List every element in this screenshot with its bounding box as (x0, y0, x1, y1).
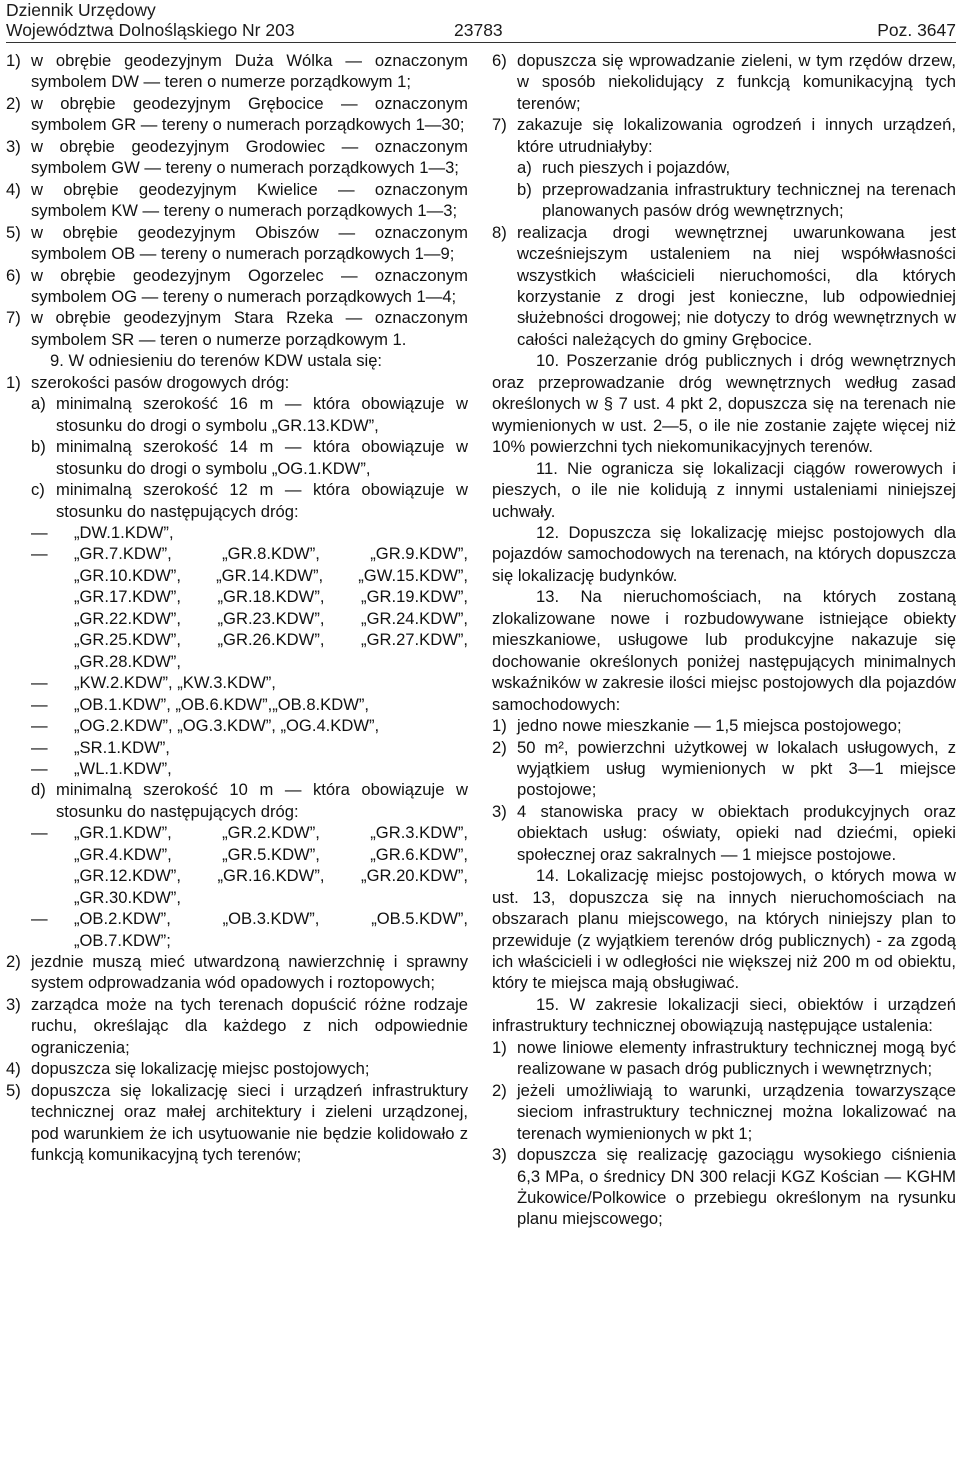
left-sub-item (6, 779, 468, 822)
left-dash-item (6, 737, 468, 758)
left-dash-item (6, 522, 468, 543)
item-label: — (31, 716, 48, 736)
item-text: w obrębie geodezyjnym Kwielice — oznaczonym symbolem KW — tereny o numerach porządkowych 1—3; (31, 179, 468, 221)
item-text: 9. W odniesieniu do terenów KDW ustala się: (50, 351, 383, 371)
right-paragraph (492, 865, 956, 994)
right-list-item (492, 1080, 956, 1144)
page-number: 23783 (454, 20, 503, 40)
item-text: jedno nowe mieszkanie — 1,5 miejsca postojowego; (517, 716, 902, 736)
item-label: b) (31, 437, 46, 457)
item-label: b) (517, 179, 532, 199)
right-list-item (492, 737, 956, 801)
left-paragraph (6, 350, 468, 371)
item-label: 6) (492, 51, 507, 70)
item-text: „OB.2.KDW”, „OB.3.KDW”, „OB.5.KDW”,„OB.7.KDW”; (74, 909, 468, 950)
item-text: 13. Na nieruchomościach, na których zostaną zlokalizowane nowe i rozbudowywane istniejące obiekty mieszkaniowe, usługowe lub produkcyjne nakazuje się dochowanie określonych poniżej następujących minimalnych wskaźników w zakresie ilości miejsc postojowych dla pojazdów samochodowych: (492, 587, 956, 714)
item-text: minimalną szerokość 10 m — która obowiązuje w stosunku do następujących dróg: (56, 780, 468, 821)
journal-issue: Województwa Dolnośląskiego Nr 203 (6, 20, 295, 40)
item-text: w obrębie geodezyjnym Grębocice — oznaczonym symbolem GR — tereny o numerach porządkowych 1—30; (31, 93, 468, 135)
left-list-item (6, 1058, 468, 1079)
item-label: 7) (6, 308, 21, 328)
item-label: 3) (6, 994, 21, 1014)
left-list-item (6, 951, 468, 994)
item-label: — (31, 694, 48, 714)
item-label: — (31, 758, 48, 778)
right-list-item (492, 1144, 956, 1230)
item-label: 4) (6, 1059, 21, 1079)
item-label: 3) (492, 801, 507, 821)
item-text: ruch pieszych i pojazdów, (542, 158, 731, 178)
left-sub-item (6, 393, 468, 436)
item-text: w obrębie geodezyjnym Duża Wólka — oznaczonym symbolem DW — teren o numerze porządkowym 1; (31, 51, 468, 92)
item-label: a) (517, 158, 532, 178)
item-text: dopuszcza się realizację gazociągu wysokiego ciśnienia 6,3 MPa, o średnicy DN 300 relacji KGZ Kościan — KGHM Żukowice/Polkowice o przebiegu określonym na rysunku planu miejscowego; (517, 1145, 956, 1229)
header-rule (6, 42, 956, 43)
left-list-item (6, 50, 468, 93)
left-dash-item (6, 543, 468, 672)
right-list-item (492, 50, 956, 114)
right-paragraph (492, 994, 956, 1037)
item-text: w obrębie geodezyjnym Stara Rzeka — oznaczonym symbolem SR — teren o numerze porządkowym 1. (31, 308, 468, 349)
item-text: w obrębie geodezyjnym Ogorzelec — oznaczonym symbolem OG — tereny o numerach porządkowych 1—4; (31, 265, 468, 306)
item-text: 11. Nie ogranicza się lokalizacji ciągów rowerowych i pieszych, o ile nie kolidują z innymi ustaleniami niniejszej uchwały. (492, 458, 956, 521)
item-text: w obrębie geodezyjnym Obiszów — oznaczonym symbolem OB — tereny o numerach porządkowych 1—9; (31, 222, 468, 264)
left-list-item (6, 222, 468, 265)
item-text: 4 stanowiska pracy w obiektach produkcyjnych oraz obiektach usług: oświaty, opieki nad dziećmi, opieki społecznej oraz sakralnych — 1 miejsce postojowe. (517, 801, 956, 864)
item-text: zarządca może na tych terenach dopuścić różne rodzaje ruchu, określając dla każdego z nich odpowiednie ograniczenia; (31, 994, 468, 1057)
item-text: „DW.1.KDW”, (74, 522, 174, 542)
item-text: „GR.1.KDW”, „GR.2.KDW”, „GR.3.KDW”, „GR.4.KDW”, „GR.5.KDW”, „GR.6.KDW”, „GR.12.KDW”, „GR.16.KDW”, „GR.20.KDW”, „GR.30.KDW”, (74, 823, 468, 907)
left-list-item (6, 93, 468, 136)
item-label: 2) (492, 737, 507, 757)
item-label: a) (31, 394, 46, 414)
item-label: 3) (492, 1145, 507, 1165)
item-text: szerokości pasów drogowych dróg: (31, 372, 290, 392)
item-text: „WL.1.KDW”, (74, 758, 172, 778)
item-text: jeżeli umożliwiają to warunki, urządzenia towarzyszące sieciom infrastruktury technicznej można lokalizować na terenach wymienionych w pkt 1; (517, 1080, 956, 1143)
left-dash-item (6, 758, 468, 779)
item-text: minimalną szerokość 12 m — która obowiązuje w stosunku do następujących dróg: (56, 480, 468, 521)
left-dash-item (6, 908, 468, 951)
item-text: w obrębie geodezyjnym Grodowiec — oznaczonym symbolem GW — tereny o numerach porządkowych 1—3; (31, 136, 468, 178)
left-sub-item (6, 436, 468, 479)
left-dash-item (6, 672, 468, 693)
right-list-item (492, 801, 956, 865)
item-label: 4) (6, 179, 21, 199)
right-paragraph (492, 522, 956, 586)
item-text: minimalną szerokość 14 m — która obowiązuje w stosunku do drogi o symbolu „OG.1.KDW”, (56, 437, 468, 478)
item-text: „KW.2.KDW”, „KW.3.KDW”, (74, 673, 276, 693)
left-column (6, 50, 468, 1166)
item-label: 1) (6, 51, 21, 70)
left-dash-item (6, 715, 468, 736)
item-text: „OG.2.KDW”, „OG.3.KDW”, „OG.4.KDW”, (74, 716, 380, 736)
item-text: dopuszcza się lokalizację sieci i urządzeń infrastruktury technicznej oraz małej architektury i zieleni urządzonej, pod warunkiem że ich usytuowanie nie będzie kolidowało z funkcją komunikacyjną tych terenów; (31, 1080, 468, 1165)
item-text: „OB.1.KDW”, „OB.6.KDW”,„OB.8.KDW”, (74, 694, 370, 714)
item-label: 1) (6, 372, 21, 392)
right-paragraph (492, 350, 956, 457)
left-list-item (6, 372, 468, 393)
right-paragraph (492, 458, 956, 522)
item-label: 3) (6, 136, 21, 156)
left-list-item (6, 136, 468, 179)
item-label: — (31, 544, 48, 564)
item-text: przeprowadzania infrastruktury technicznej na terenach planowanych pasów dróg wewnętrznych; (542, 179, 956, 221)
page-header (6, 0, 956, 42)
item-label: 1) (492, 716, 507, 736)
item-text: dopuszcza się lokalizację miejsc postojowych; (31, 1059, 370, 1079)
item-label: c) (31, 480, 45, 500)
item-text: jezdnie muszą mieć utwardzoną nawierzchnię i sprawny system odprowadzania wód opadowych i roztopowych; (31, 952, 468, 993)
item-label: 7) (492, 115, 507, 135)
item-label: 2) (6, 93, 21, 113)
item-label: 5) (6, 222, 21, 242)
item-text: „GR.7.KDW”, „GR.8.KDW”, „GR.9.KDW”, „GR.10.KDW”, „GR.14.KDW”, „GW.15.KDW”, „GR.17.KDW”, „GR.18.KDW”, „GR.19.KDW”, „GR.22.KDW”, „GR.23.KDW”, „GR.24.KDW”, „GR.25.KDW”, „GR.26.KDW”, „GR.27.KDW”, „GR.28.KDW”, (74, 544, 468, 671)
item-label: 6) (6, 265, 21, 285)
right-list-item (492, 1037, 956, 1080)
item-label: 2) (6, 952, 21, 972)
right-sub-item (492, 179, 956, 222)
item-label: — (31, 737, 48, 757)
item-label: — (31, 823, 48, 843)
item-label: d) (31, 780, 46, 800)
item-text: 50 m², powierzchni użytkowej w lokalach usługowych, z wyjątkiem usług wymienionych w pkt 3—1 miejsce postojowe; (517, 737, 956, 800)
right-sub-item (492, 157, 956, 178)
left-list-item (6, 1080, 468, 1166)
item-label: — (31, 522, 48, 542)
item-label: — (31, 909, 48, 929)
right-paragraph (492, 586, 956, 715)
right-column (492, 50, 956, 1230)
left-list-item (6, 265, 468, 308)
item-text: minimalną szerokość 16 m — która obowiązuje w stosunku do drogi o symbolu „GR.13.KDW”, (56, 394, 468, 435)
item-text: zakazuje się lokalizowania ogrodzeń i innych urządzeń, które utrudniałyby: (517, 115, 956, 156)
item-text: 12. Dopuszcza się lokalizację miejsc postojowych dla pojazdów samochodowych na terenach, na których dopuszcza się lokalizację budynków. (492, 522, 956, 585)
left-list-item (6, 307, 468, 350)
item-text: 10. Poszerzanie dróg publicznych i dróg wewnętrznych oraz przeprowadzanie dróg wewnętrznych według zasad określonych w § 7 ust. 4 pkt 2, dopuszcza się na terenach nie wymienionych w ust. 2—5, o ile nie zostanie zajęte więcej niż 10% powierzchni tych niekomunikacyjnych terenów. (492, 351, 956, 457)
item-text: realizacja drogi wewnętrznej uwarunkowana jest wcześniejszym ustaleniem na niej współwłasności wszystkich właścicieli nieruchomości, dla których korzystanie z drogi jest konieczne, lub odpowiedniej służebności drogowej; nie dotyczy to dróg wewnętrznych w całości należących do gminy Grębocice. (517, 222, 956, 349)
item-text: 14. Lokalizację miejsc postojowych, o których mowa w ust. 13, dopuszcza się na innych nieruchomościach na obszarach planu miejscowego, na których niniejszy plan to przewiduje (z wyjątkiem terenów dróg publicznych) - za zgodą ich właścicieli i w odległości nie większej niż 200 m od obiektu, który te miejsca mają obsługiwać. (492, 866, 956, 993)
item-text: dopuszcza się wprowadzanie zieleni, w tym rzędów drzew, w sposób niekolidujący z funkcją komunikacyjną tych terenów; (517, 51, 956, 113)
item-label: 8) (492, 222, 507, 242)
right-list-item (492, 715, 956, 736)
item-text: „SR.1.KDW”, (74, 737, 170, 757)
left-list-item (6, 179, 468, 222)
left-sub-item (6, 479, 468, 522)
right-list-item (492, 114, 956, 157)
left-dash-item (6, 822, 468, 908)
left-dash-item (6, 694, 468, 715)
item-label: 1) (492, 1037, 507, 1057)
item-label: 2) (492, 1080, 507, 1100)
item-text: nowe liniowe elementy infrastruktury technicznej mogą być realizowane w pasach dróg publicznych i wewnętrznych; (517, 1037, 956, 1079)
item-text: 15. W zakresie lokalizacji sieci, obiektów i urządzeń infrastruktury technicznej obowiązują następujące ustalenia: (492, 994, 956, 1036)
left-list-item (6, 994, 468, 1058)
position-number: Poz. 3647 (877, 20, 956, 40)
journal-title: Dziennik Urzędowy (6, 0, 156, 20)
item-label: 5) (6, 1080, 21, 1100)
right-list-item (492, 222, 956, 351)
item-label: — (31, 673, 48, 693)
